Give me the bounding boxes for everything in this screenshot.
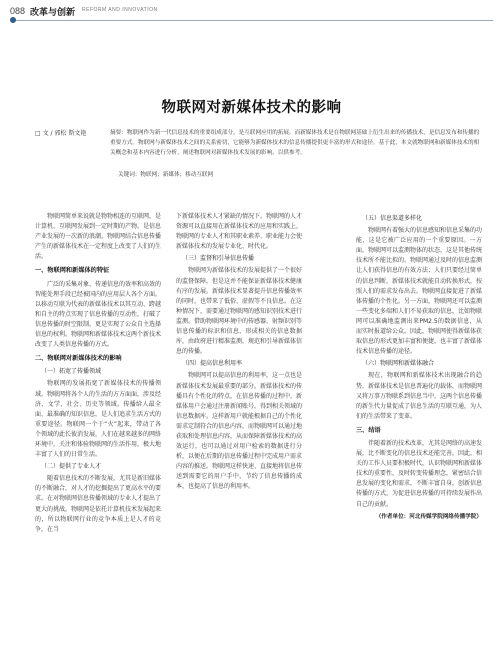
column-2	[176, 212, 302, 493]
paragraph: 物联网简单来说就是物物相连的互联网，是计算机、互联网发展到一定时期的产物。是信息产业发展的一次新的浪潮。物联网结合信息传播产生的新媒体技术在一定程度上改变了人们的生活。	[35, 213, 162, 261]
keywords: 关键词：物联网；新媒体；移动互联网	[118, 172, 214, 178]
paragraph: 物联网可以提高信息的利用率，这一点也是新媒体技术发展最重要的部分。新媒体技术的传播具有个性化的特点，在信息传播的过程中，新媒体用户会通过注册新闻账号，得到相关领域的信息数据库。这样新用户就能根据自己的个性化需求定制符合的信息内容，而物联网可以通过地获取和处理信息内容，从而保障新媒体技术的高效运行，也可以通过对用户检索的数据进行分析，以便在后期的信息传播过程中完成用户需求内容的推送。物联网这样快速、直接地将信息传送到需要它的用户手中，节约了信息传播的成本，也提高了信息的利用率。	[176, 372, 303, 491]
author-affiliation: （作者单位：河北传媒学院网络传播学院）	[375, 513, 482, 520]
paragraph: 物联网为新媒体技术的发展提供了一个很好的监督保障，但是这并不能保证新媒体技术健康有序的发展。新媒体技术显著提升信息传播效率的同时，也带来了低俗、虚假等不良信息。在这种情况下，需要通过物联网的感知识别技术进行监测。借助物联网环境中的传感器、射频识别等信息传播的标识和信息，形成相关的信息数据库，由政府进行精准监测，规范和引导新媒体信息的传播。	[176, 267, 303, 356]
column-1	[35, 212, 161, 535]
section-title: 改革与创新	[30, 8, 76, 18]
subsection-heading: （六）物联网和新媒体融合	[362, 360, 435, 368]
subsection-heading: （一）拓宽了传播领域	[41, 368, 102, 376]
subsection-heading: （五）信息渠道多样化	[362, 215, 423, 222]
author-line: □ 文 / 郭松 斯文艳	[35, 130, 87, 137]
subsection-heading: （二）提供了专业人才	[41, 463, 102, 471]
article-title: 物联网对新媒体技术的影响	[161, 99, 342, 116]
header-divider	[10, 20, 493, 21]
paragraph: 伴随着新的技术改革，尤其是网络的高速发展，比不断变化的信息技术还能完善。因此，相关的工作人员要积极时代，认识物联网和新媒体技术的重要性，及时转变传播理念，紧密结合信息发展的变化和需求，不断丰富自身，创新信息传播的方式，为促进信息传播的可持续发展作出自己的贡献。	[356, 439, 483, 508]
paragraph: 广泛的采集对象、传递信息的效率和高效的智能处理手段已经被国内的应用层人各个方面。以移动互联为代表的新媒体技术以其互动、跨越和自主的特点实现了信息传播的互动性，打破了信息传播的时空限制，更是实现了公众自主选择信息的权利。物联网和新媒体技术这两个新技术改变了人类信息传播的方式。	[35, 280, 162, 349]
column-3	[356, 212, 482, 522]
subsection-heading: （三）监督和引导信息传播	[182, 255, 255, 263]
subsection-heading: （四）提高信息利用率	[182, 360, 243, 368]
page-header	[10, 6, 493, 22]
abstract: 摘要：物联网作为新一代信息技术的重要组成部分，是互联网应用的拓展。而新媒体技术是在物联网基础上衍生出来的传播技术，是信息发布和传播的重要方式。物联网与新媒体技术之间的关系密切，它能够为新媒体技术的信息传播提供更丰富的形式和途径。基于此，本文就物联网和新媒体技术的相关概念和基本内容进行分析，阐述物联网对新媒体技术发展的影响，以供参考。	[110, 130, 480, 156]
page-number: 088	[10, 6, 26, 16]
section-title-en: REFORM AND INNOVATION	[82, 7, 158, 13]
section-heading: 一、物联网和新媒体的特征	[35, 267, 110, 275]
paragraph: 下新媒体技术人才紧缺的情况下。物联网的人才资源可以直接用在新媒体技术的应用和实践上，物联网的专业人才和其职业素养、职业能力会使新媒体技术的发展专业化、时代化。	[176, 213, 303, 251]
paragraph: 现在，物联网和新媒体技术出现融合的趋势，新媒体技术是信息普遍化的载体，而物联网又将万事万物联系到信息当中，这两个信息传播的新生代力量促成了信息生活的互联互通，为人们的生活带来了变革。	[356, 372, 483, 420]
section-heading: 二、物联网对新媒体技术的影响	[35, 355, 122, 363]
paragraph: 物联网的发展拓宽了新媒体技术的传播领域。物联网将各个人的生活的方方面面，涉及经济、文学、社会、历史等领域。传播给人最全面、最准确的知识信息，是人们追求生活方式的重要途径。物联网一个于“火”起来，带动了各个领域的此长彼消发展，人们在越来越多的网络环境中，关注和体验物联网的生活作用，极大地丰富了人们的日常生活。	[35, 380, 162, 459]
header-dot-icon	[10, 17, 16, 23]
section-heading: 三、结语	[356, 426, 381, 434]
paragraph: 物联网有着强大的信息感知和信息采集的功能，这是它被广泛应用的一个重要原因。一方面，物联网可以监测物体的状态，这是其他传统技术所不能比拟的。物联网通过及时的信息监测让人们获得信息的有效方法；人们只要经过简单的信息判断，新媒体技术就能自动转换形式，按照人们的需求发布出去。物联网直接促进了新媒体传播的个性化。另一方面，物联网还可以监测一些变化多端和人们不易获取的信息，比如物联网可以准确地监测出来PM2.5的数据信息，从而实时报道给公众。因此，物联网使得新媒体获取信息的形式更加丰富和便捷，也丰富了新媒体技术信息传播的途径。	[356, 227, 483, 356]
paragraph: 随着信息技术的不断发展，尤其是新旧媒体的不断融合，对人才的挖掘提出了更高水平的要求。在对物联网信息传播领域的专业人才提出了更大的挑战。物联网是依托计算机技术发展起来的，所以物联网行业的竞争本质上是人才的竞争，在当	[35, 475, 162, 533]
